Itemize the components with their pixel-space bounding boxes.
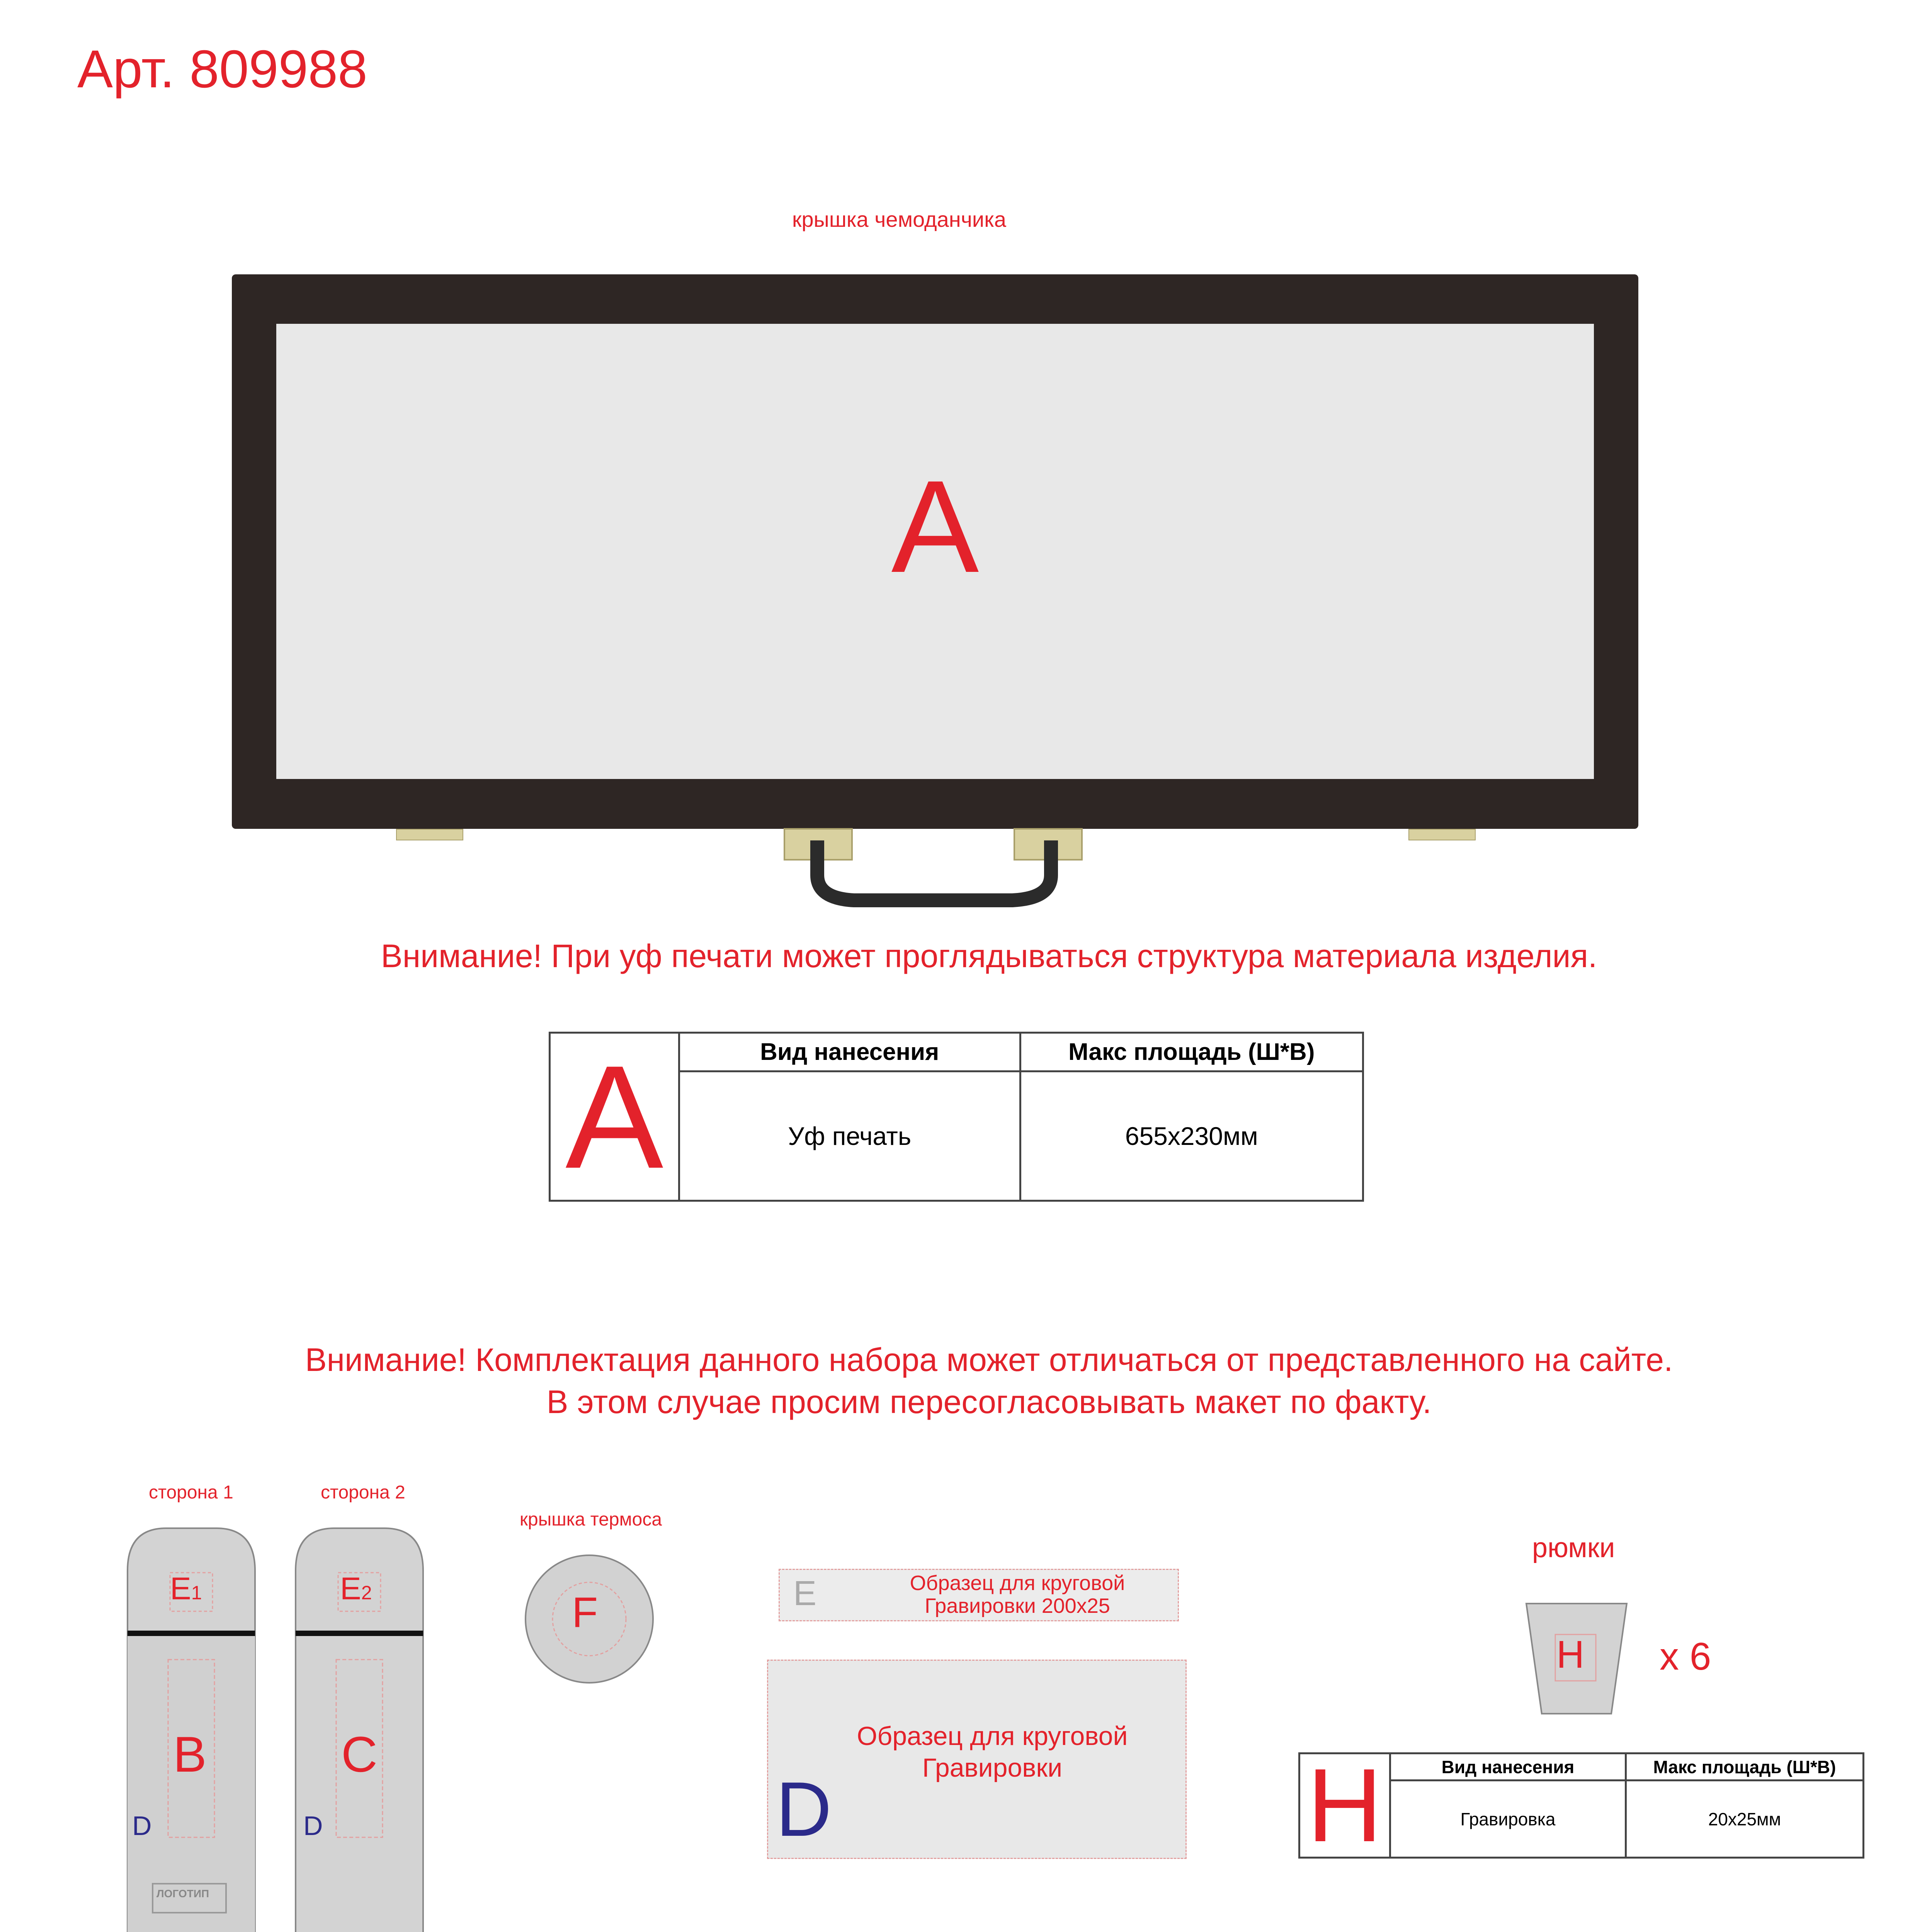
sample-d bbox=[767, 1660, 1187, 1859]
header-method: Вид нанесения bbox=[1391, 1754, 1627, 1781]
case-lid bbox=[232, 274, 1638, 829]
zone-e2-label: E2 bbox=[340, 1571, 372, 1606]
logo-placeholder: ЛОГОТИП bbox=[156, 1888, 209, 1900]
case-hinge bbox=[396, 829, 463, 840]
zone-d-label: D bbox=[132, 1811, 152, 1841]
zone-e1-label: E1 bbox=[170, 1571, 202, 1606]
thermos-side-1 bbox=[124, 1528, 259, 1932]
spec-table-a bbox=[549, 1032, 1364, 1202]
sample-e-text: Образец для круговой Гравировки 200x25 bbox=[910, 1571, 1125, 1618]
zone-d-label: D bbox=[303, 1811, 323, 1841]
thermos-side-2 bbox=[292, 1528, 427, 1932]
sample-e-letter: E bbox=[793, 1574, 817, 1613]
thermos-side1-label: сторона 1 bbox=[149, 1482, 233, 1503]
zone-h-label: H bbox=[1556, 1633, 1585, 1676]
glasses-label: рюмки bbox=[1532, 1532, 1615, 1563]
warning-set-line-1: Внимание! Комплектация данного набора может отличаться от представленного на сайте. bbox=[305, 1342, 1673, 1378]
header-area: Макс площадь (Ш*В) bbox=[1021, 1034, 1362, 1072]
header-area: Макс площадь (Ш*В) bbox=[1627, 1754, 1862, 1781]
spec-table-h bbox=[1298, 1747, 1864, 1864]
case-label: крышка чемоданчика bbox=[792, 207, 1007, 231]
print-area-a bbox=[276, 324, 1594, 779]
zone-f-label: F bbox=[572, 1589, 598, 1636]
method-value: Гравировка bbox=[1391, 1781, 1627, 1857]
zone-a-label: A bbox=[891, 453, 979, 600]
glasses-count: x 6 bbox=[1660, 1635, 1711, 1678]
thermos-lid-label: крышка термоса bbox=[520, 1509, 662, 1530]
zone-b-label: B bbox=[173, 1726, 207, 1782]
zone-c-label: C bbox=[341, 1726, 378, 1782]
table-letter: A bbox=[551, 1034, 680, 1200]
sample-d-letter: D bbox=[776, 1766, 832, 1852]
method-value: Уф печать bbox=[680, 1072, 1021, 1200]
header-method: Вид нанесения bbox=[680, 1034, 1021, 1072]
case-hinge bbox=[1408, 829, 1476, 840]
warning-set bbox=[0, 1339, 1932, 1423]
thermos-side2-label: сторона 2 bbox=[321, 1482, 405, 1503]
table-letter: H bbox=[1300, 1754, 1391, 1857]
article-number: Арт. 809988 bbox=[77, 39, 367, 99]
warning-uv: Внимание! При уф печати может проглядываться структура материала изделия. bbox=[381, 938, 1597, 974]
warning-set-line-2: В этом случае просим пересогласовывать макет по факту. bbox=[546, 1384, 1432, 1420]
area-value: 655x230мм bbox=[1125, 1122, 1258, 1150]
sample-d-text: Образец для круговой Гравировки bbox=[857, 1721, 1128, 1782]
sample-e bbox=[779, 1569, 1179, 1621]
case-handle bbox=[784, 829, 1086, 906]
area-value: 20x25мм bbox=[1708, 1809, 1781, 1829]
